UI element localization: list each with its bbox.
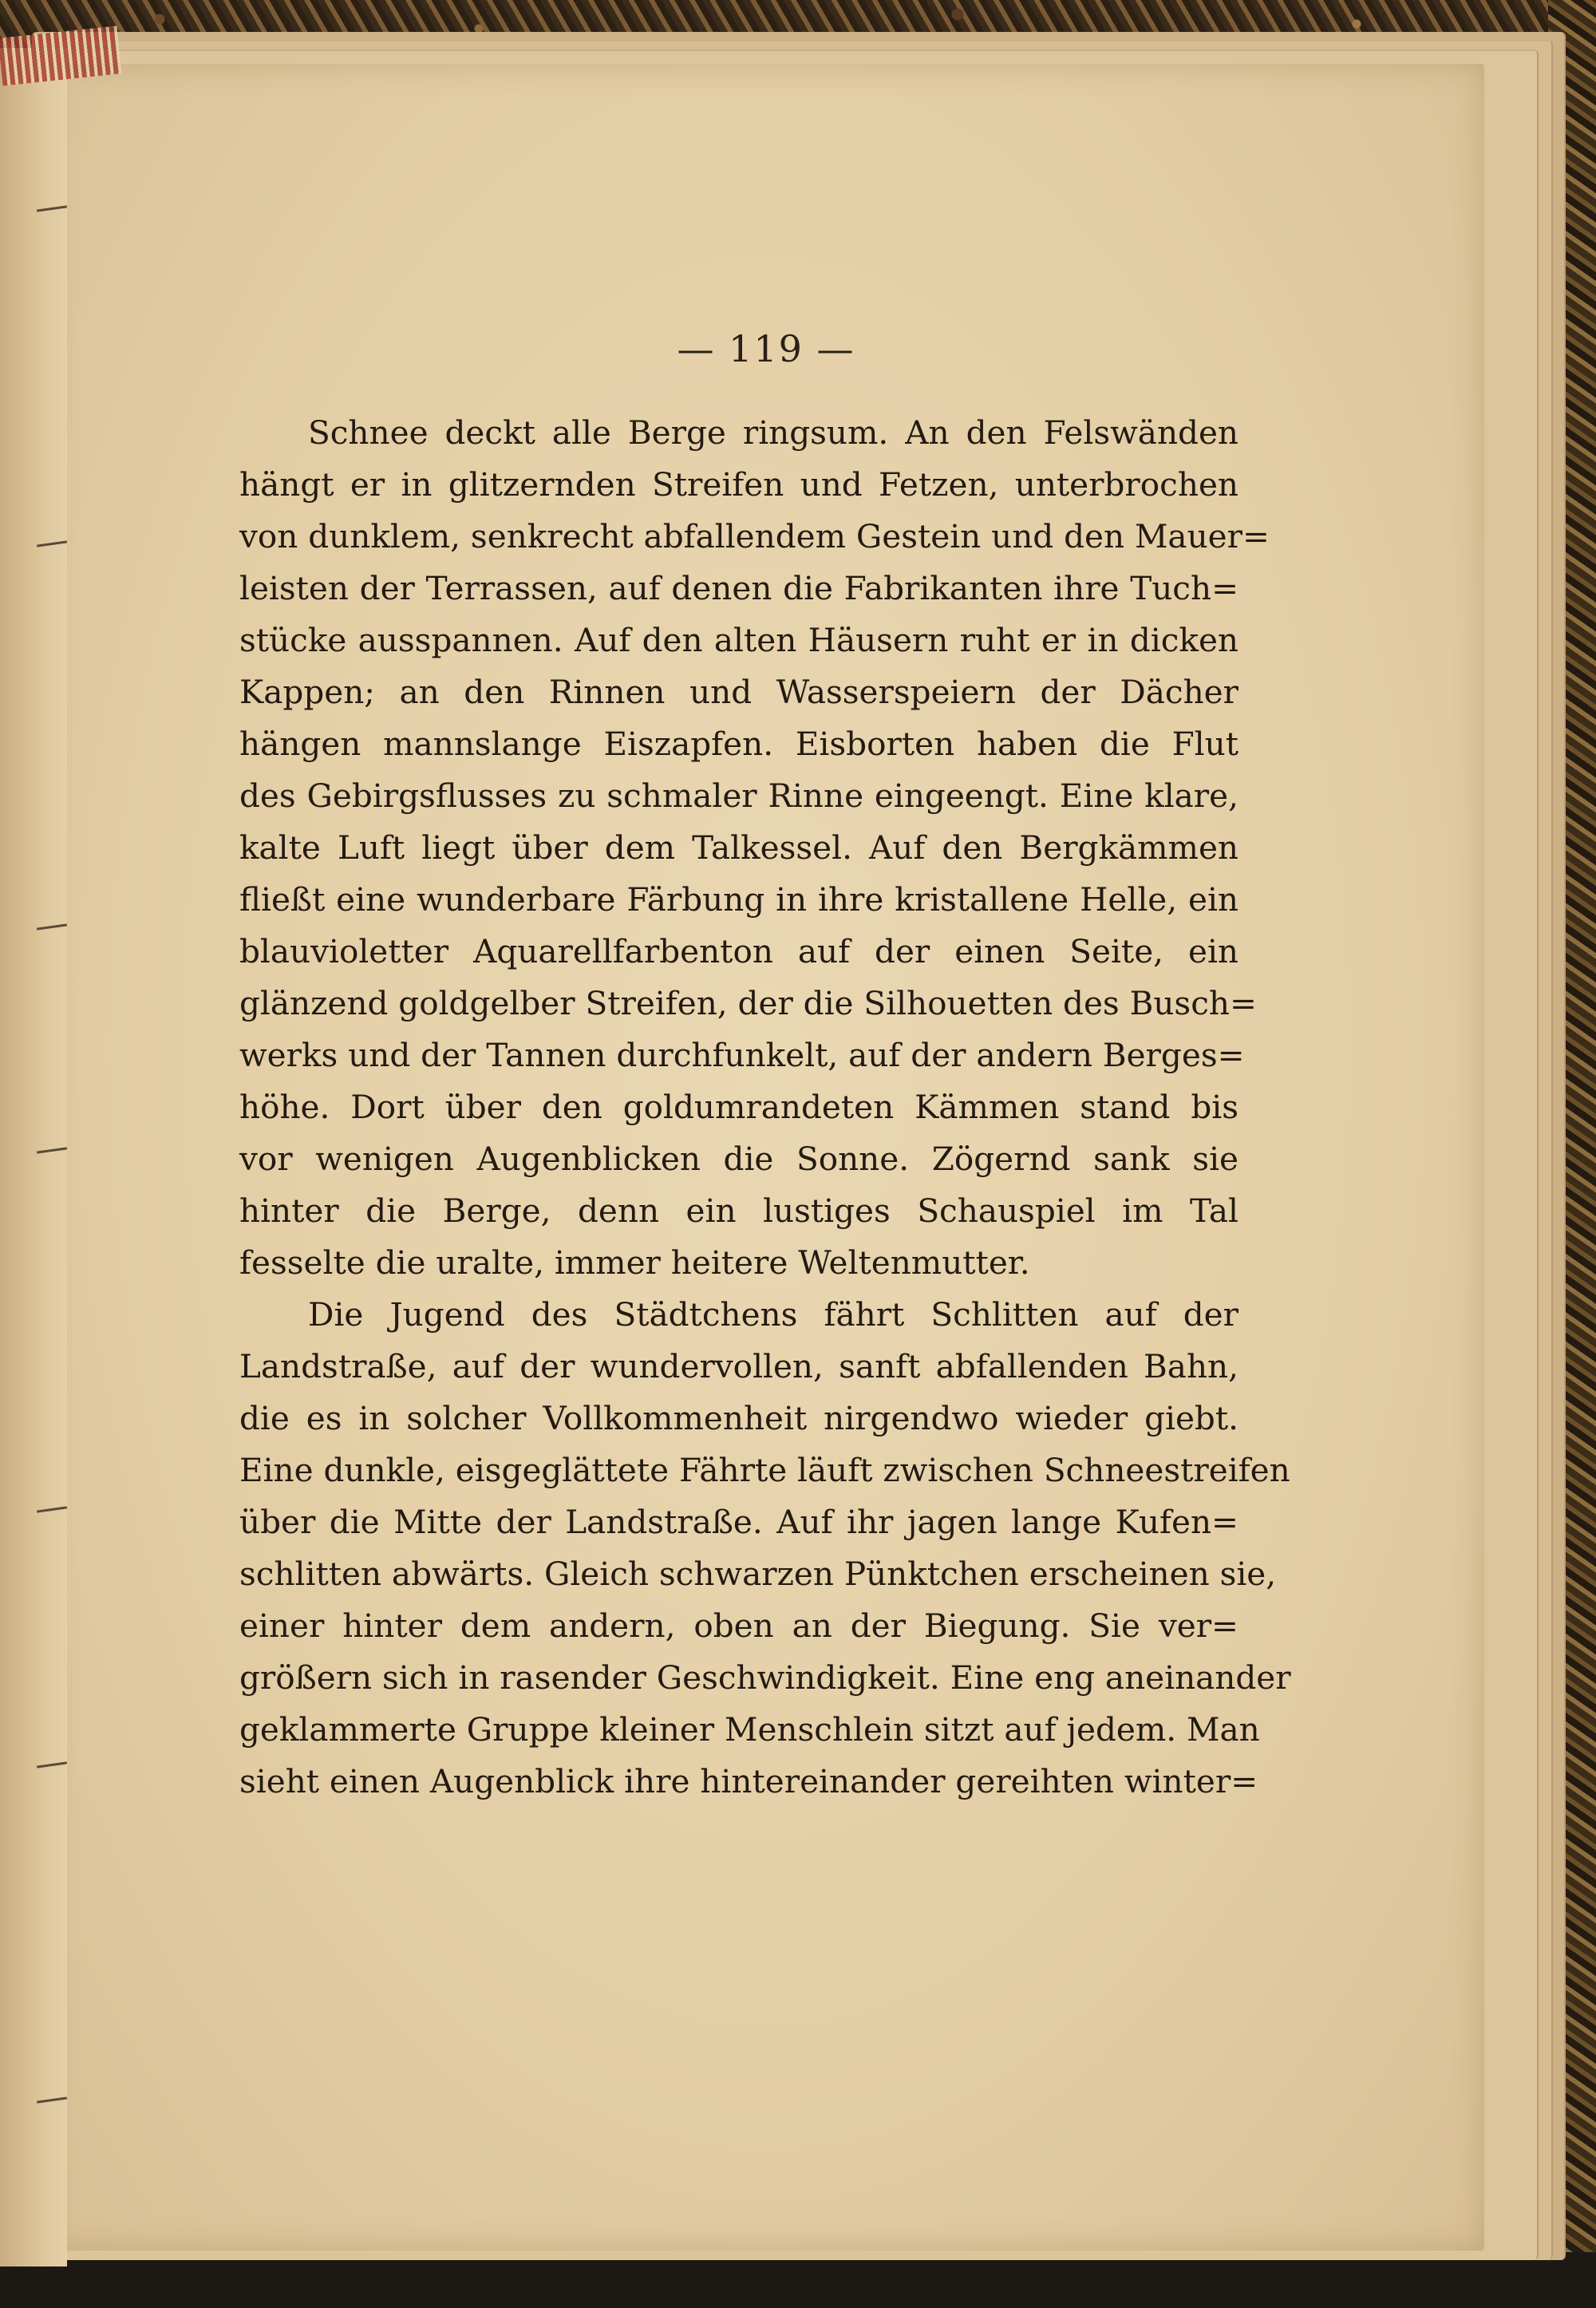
body-text	[239, 407, 1291, 1808]
text-line: hängen mannslange Eiszapfen. Eisborten haben die Flut	[239, 725, 1238, 763]
text-line: des Gebirgsflusses zu schmaler Rinne eingeengt. Eine klare,	[239, 777, 1238, 815]
text-line: die es in solcher Vollkommenheit nirgendwo wieder giebt.	[239, 1399, 1238, 1437]
background-bottom	[0, 2252, 1596, 2308]
text-line: blauvioletter Aquarellfarbenton auf der einen Seite, ein	[239, 932, 1238, 970]
text-line: werks und der Tannen durchfunkelt, auf der andern Berges=	[239, 1036, 1245, 1074]
text-line: leisten der Terrassen, auf denen die Fabrikanten ihre Tuch=	[239, 569, 1238, 607]
text-line: schlitten abwärts. Gleich schwarzen Pünktchen erscheinen sie,	[239, 1555, 1277, 1593]
text-line: größern sich in rasender Geschwindigkeit. Eine eng aneinander	[239, 1658, 1291, 1697]
text-line: vor wenigen Augenblicken die Sonne. Zögernd sank sie	[239, 1140, 1238, 1178]
text-line: fließt eine wunderbare Färbung in ihre kristallene Helle, ein	[239, 880, 1238, 919]
binding-stitch	[37, 1147, 67, 1153]
text-line: Die Jugend des Städtchens fährt Schlitten auf der	[308, 1295, 1238, 1334]
text-line: Schnee deckt alle Berge ringsum. An den Felswänden	[308, 413, 1238, 452]
text-line: hinter die Berge, denn ein lustiges Schauspiel im Tal	[239, 1192, 1238, 1230]
text-line: einer hinter dem andern, oben an der Biegung. Sie ver=	[239, 1607, 1238, 1645]
text-line: hängt er in glitzernden Streifen und Fetzen, unterbrochen	[239, 465, 1238, 504]
binding-stitch	[37, 205, 67, 211]
binding-stitch	[37, 923, 67, 930]
binding-stitch	[37, 540, 67, 547]
page-number: — 119 —	[677, 327, 855, 370]
text-line: fesselte die uralte, immer heitere Weltenmutter.	[239, 1243, 1030, 1282]
binding-stitch	[37, 1506, 67, 1512]
binding-stitch	[37, 2097, 67, 2103]
text-line: Landstraße, auf der wundervollen, sanft abfallenden Bahn,	[239, 1347, 1238, 1385]
text-line: kalte Luft liegt über dem Talkessel. Auf den Bergkämmen	[239, 828, 1238, 867]
text-line: über die Mitte der Landstraße. Auf ihr jagen lange Kufen=	[239, 1503, 1238, 1541]
text-line: Eine dunkle, eisgeglättete Fährte läuft zwischen Schneestreifen	[239, 1451, 1290, 1489]
binding-stitch	[37, 1761, 67, 1768]
page-gutter	[0, 48, 67, 2267]
text-line: höhe. Dort über den goldumrandeten Kämmen stand bis	[239, 1088, 1238, 1126]
text-line: stücke ausspannen. Auf den alten Häusern ruht er in dicken	[239, 621, 1238, 659]
text-line: Kappen; an den Rinnen und Wasserspeiern der Dächer	[239, 673, 1238, 711]
text-line: glänzend goldgelber Streifen, der die Silhouetten des Busch=	[239, 984, 1257, 1022]
text-line: von dunklem, senkrecht abfallendem Gestein und den Mauer=	[239, 517, 1270, 555]
text-line: sieht einen Augenblick ihre hintereinander gereihten winter=	[239, 1762, 1258, 1800]
text-line: geklammerte Gruppe kleiner Menschlein sitzt auf jedem. Man	[239, 1710, 1260, 1749]
